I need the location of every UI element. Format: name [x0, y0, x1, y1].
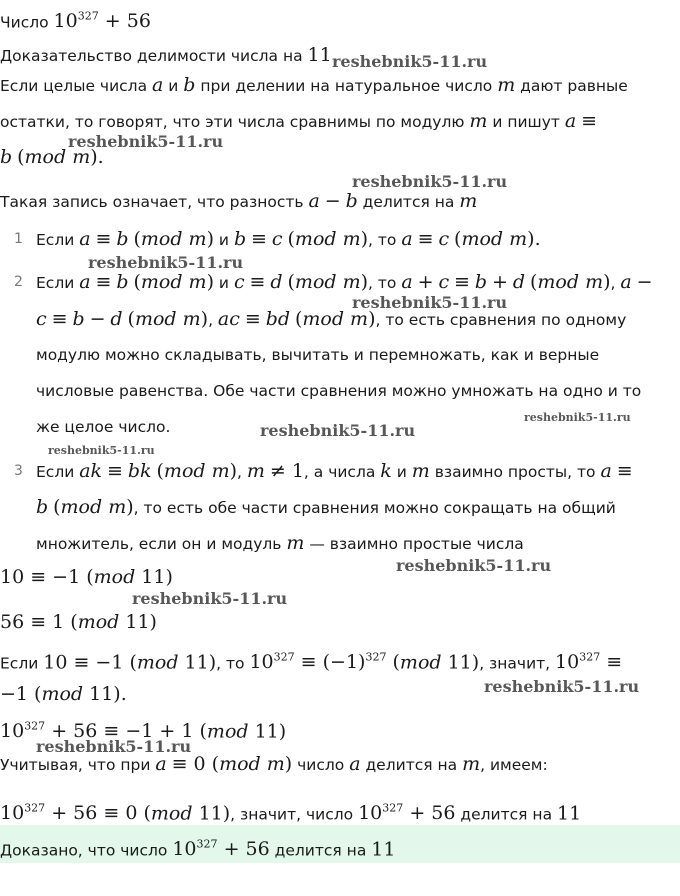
watermark: reshebnik5-11.ru [68, 132, 224, 151]
property-3-line-2: b (mod m), то есть обе части сравнения можно сокращать на общий [36, 496, 616, 518]
watermark: reshebnik5-11.ru [260, 421, 416, 440]
step-4: $10^{327} + 56 \equiv -1 + 1$ (mod 11) [0, 720, 287, 743]
property-2-line-5: же целое число. [36, 418, 171, 436]
intro-line-1: Если целые числа a и b при делении на натуральное число m дают равные [0, 74, 628, 96]
conclusion: Доказано, что число $10^{327} + 56$ делится на 11 [0, 838, 396, 861]
watermark: reshebnik5-11.ru [332, 52, 488, 71]
property-3-line-1: Если ak ≡ bk (mod m), m ≠ 1, а числа k и m взаимно просты, то a ≡ [36, 460, 633, 482]
list-number-3: 3 [14, 463, 23, 479]
section-heading: Доказательство делимости числа на 11 [0, 44, 332, 66]
watermark: reshebnik5-11.ru [352, 172, 508, 191]
page-title: Число $10^{327} + 56$ [0, 10, 151, 33]
property-3-line-3: множитель, если он и модуль m — взаимно простые числа [36, 532, 524, 554]
watermark: reshebnik5-11.ru [484, 677, 640, 696]
watermark: reshebnik5-11.ru [36, 737, 192, 756]
property-2-line-3: модулю можно складывать, вычитать и перемножать, как и верные [36, 346, 600, 364]
step-6: $10^{327} + 56 \equiv 0$ (mod 11), значит, число $10^{327} + 56$ делится на 11 [0, 802, 582, 825]
watermark: reshebnik5-11.ru [396, 556, 552, 575]
step-5: Учитывая, что при a ≡ 0 (mod m) число a делится на m, имеем: [0, 753, 548, 775]
list-number-1: 1 [14, 231, 23, 247]
property-2-line-2: c ≡ b − d (mod m), ac ≡ bd (mod m), то есть сравнения по одному [36, 308, 627, 330]
property-1-line-1: Если a ≡ b (mod m) и b ≡ c (mod m), то a ≡ c (mod m). [36, 228, 541, 250]
property-2-line-1: Если a ≡ b (mod m) и c ≡ d (mod m), то a + c ≡ b + d (mod m), a − [36, 271, 653, 293]
watermark: reshebnik5-11.ru [132, 589, 288, 608]
step-2: 56 ≡ 1 (mod 11) [0, 611, 157, 633]
watermark: reshebnik5-11.ru [524, 411, 631, 424]
step-3-line-1: Если 10 ≡ −1 (mod 11), то $10^{327} \equiv (-1)^{327}$ (mod 11), значит, $10^{327}$ ≡ [0, 651, 623, 674]
watermark: reshebnik5-11.ru [48, 444, 155, 457]
property-2-line-4: числовые равенства. Обе части сравнения можно умножать на одно и то [36, 382, 642, 400]
intro-line-3: b (mod m). [0, 146, 104, 168]
difference-statement: Такая запись означает, что разность a − b делится на m [0, 190, 478, 212]
intro-line-2: остатки, то говорят, что эти числа сравнимы по модулю m и пишут a ≡ [0, 110, 598, 132]
watermark: reshebnik5-11.ru [352, 293, 508, 312]
list-number-2: 2 [14, 274, 23, 290]
watermark: reshebnik5-11.ru [88, 253, 244, 272]
step-3-line-2: −1 (mod 11). [0, 683, 127, 705]
step-1: 10 ≡ −1 (mod 11) [0, 566, 173, 588]
